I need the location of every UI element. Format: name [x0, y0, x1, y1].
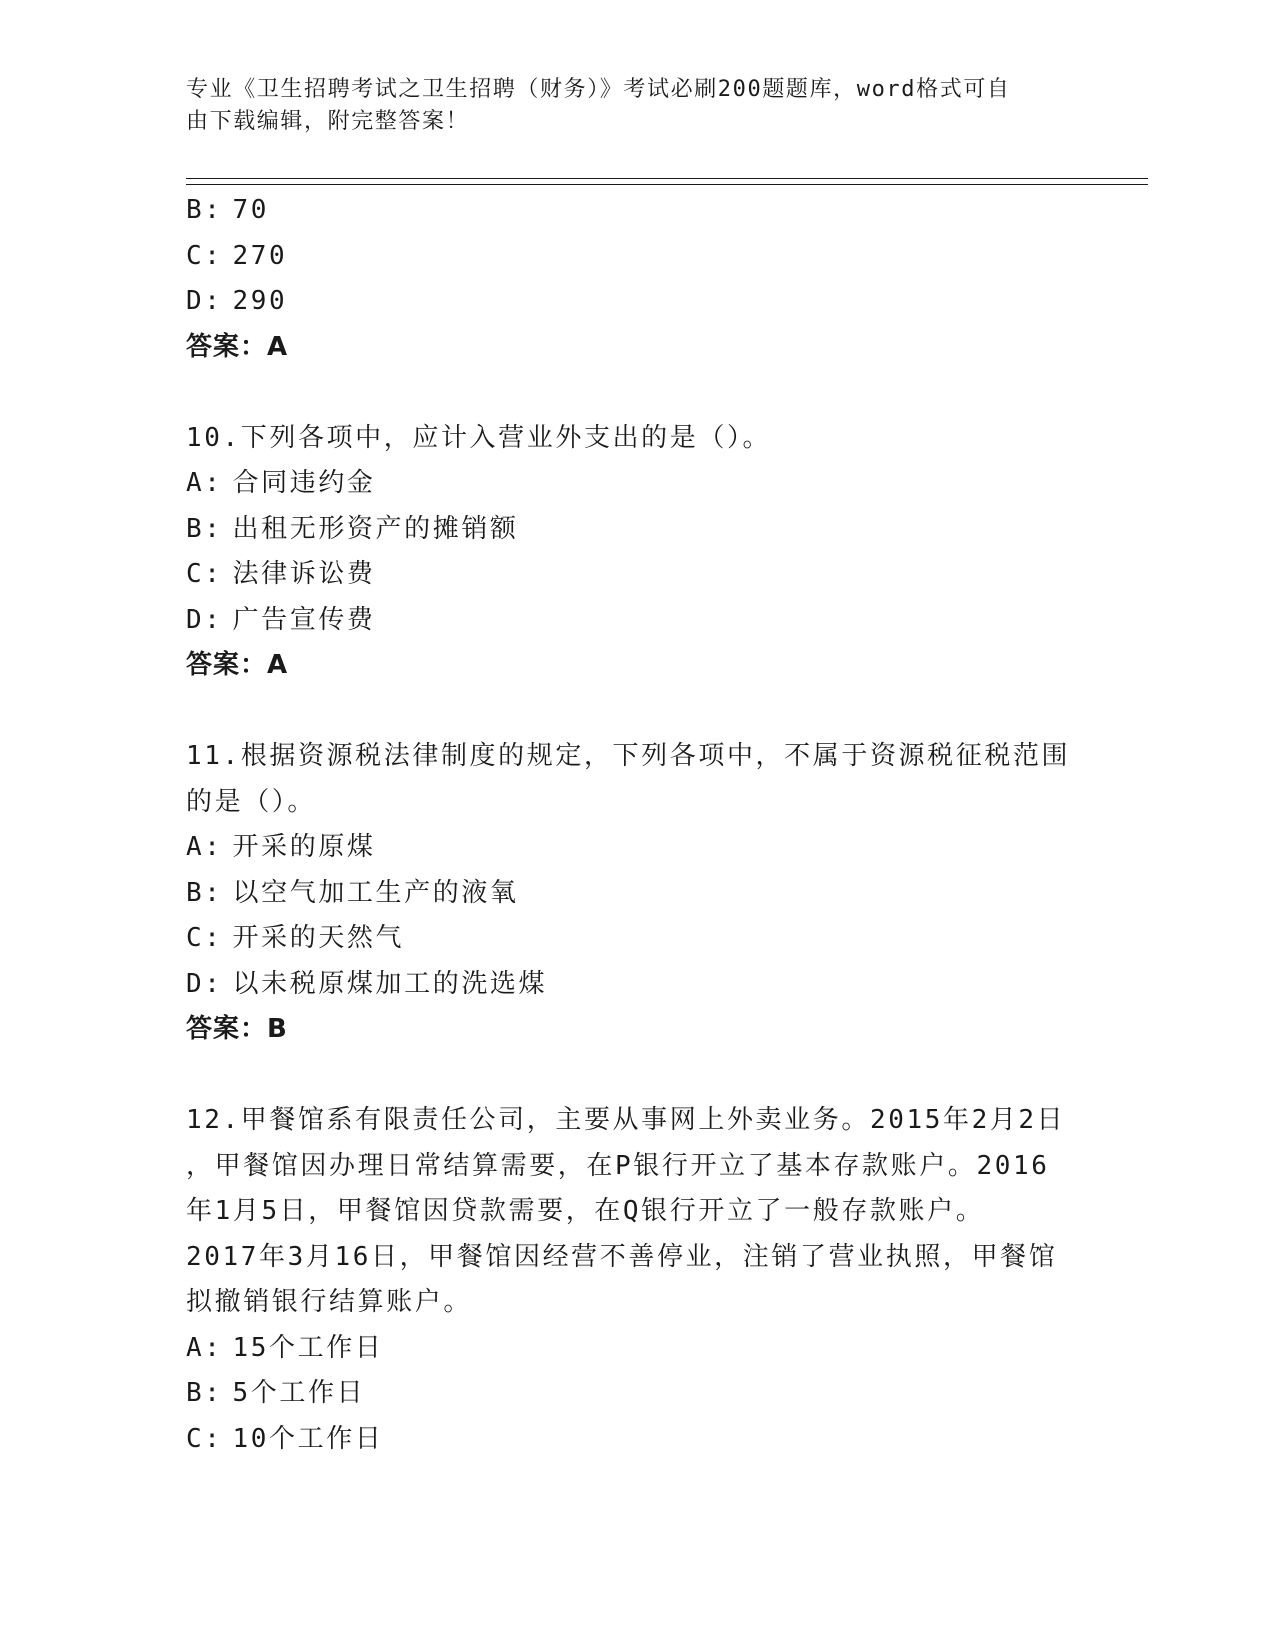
- question-stem: 的是（）。: [186, 786, 317, 817]
- option-text: 以空气加工生产的液氧: [232, 877, 519, 908]
- header-line-2: 由下载编辑，附完整答案！: [186, 109, 470, 134]
- answer-line: 答案：A: [186, 331, 289, 362]
- question-stem: 年1月5日，甲餐馆因贷款需要，在Q银行开立了一般存款账户。: [186, 1196, 985, 1226]
- option-text: 开采的天然气: [232, 923, 405, 953]
- question-10: [186, 416, 1086, 689]
- option-text: 15个工作日: [232, 1332, 384, 1363]
- option-row: [186, 1326, 1086, 1372]
- question-stem: 12.甲餐馆系有限责任公司，主要从事网上外卖业务。2015年2月2日: [186, 1105, 1066, 1135]
- option-key: C:: [186, 1423, 223, 1454]
- option-key: B:: [186, 195, 223, 225]
- option-key: B:: [186, 513, 223, 544]
- option-text: 290: [232, 286, 288, 316]
- option-text: 开采的原煤: [232, 832, 376, 862]
- option-row: [186, 552, 1086, 598]
- option-row: [186, 825, 1086, 871]
- answer-line: 答案：B: [186, 1014, 288, 1044]
- option-row: [186, 916, 1086, 962]
- option-text: 合同违约金: [232, 468, 376, 498]
- option-text: 以未税原煤加工的洗选煤: [232, 968, 548, 999]
- option-key: A:: [186, 1332, 223, 1363]
- option-row: [186, 962, 1086, 1008]
- question-12: [186, 1098, 1086, 1462]
- option-text: 广告宣传费: [232, 604, 376, 635]
- document-page: [186, 0, 1146, 1650]
- option-key: D:: [186, 286, 223, 316]
- option-key: D:: [186, 604, 223, 635]
- question-11: [186, 734, 1086, 1053]
- question-stem: 11.根据资源税法律制度的规定，下列各项中，不属于资源税征税范围: [186, 741, 1071, 771]
- option-text: 70: [232, 195, 270, 225]
- option-row: [186, 461, 1086, 507]
- option-row: [186, 1417, 1086, 1463]
- spacer: [186, 689, 1086, 735]
- option-text: 法律诉讼费: [232, 559, 376, 589]
- option-row: [186, 279, 1086, 325]
- option-text: 10个工作日: [232, 1423, 384, 1454]
- option-row: [186, 871, 1086, 917]
- option-key: C:: [186, 240, 223, 271]
- header-divider: [186, 178, 1148, 185]
- option-row: [186, 507, 1086, 553]
- question-stem: ，甲餐馆因办理日常结算需要，在P银行开立了基本存款账户。2016: [186, 1150, 1050, 1181]
- question-stem: 拟撤销银行结算账户。: [186, 1287, 473, 1317]
- document-header: [186, 74, 1066, 138]
- option-key: A:: [186, 832, 223, 862]
- question-9-continued: [186, 188, 1086, 370]
- answer-line: 答案：A: [186, 650, 289, 680]
- question-stem: 2017年3月16日，甲餐馆因经营不善停业，注销了营业执照，甲餐馆: [186, 1241, 1058, 1272]
- option-row: [186, 1371, 1086, 1417]
- spacer: [186, 370, 1086, 416]
- header-line-1: 专业《卫生招聘考试之卫生招聘（财务）》考试必刷200题题库，word格式可自: [186, 77, 1011, 102]
- spacer: [186, 1053, 1086, 1099]
- option-text: 出租无形资产的摊销额: [232, 513, 519, 544]
- document-body: [186, 188, 1086, 1462]
- option-key: A:: [186, 468, 223, 498]
- question-stem: 10.下列各项中，应计入营业外支出的是（）。: [186, 422, 772, 453]
- option-key: B:: [186, 1378, 223, 1408]
- option-text: 5个工作日: [232, 1378, 366, 1408]
- option-key: D:: [186, 968, 223, 999]
- option-key: B:: [186, 877, 223, 908]
- option-key: C:: [186, 559, 223, 589]
- option-row: [186, 234, 1086, 280]
- option-row: [186, 188, 1086, 234]
- option-key: C:: [186, 923, 223, 953]
- option-row: [186, 598, 1086, 644]
- option-text: 270: [232, 240, 288, 271]
